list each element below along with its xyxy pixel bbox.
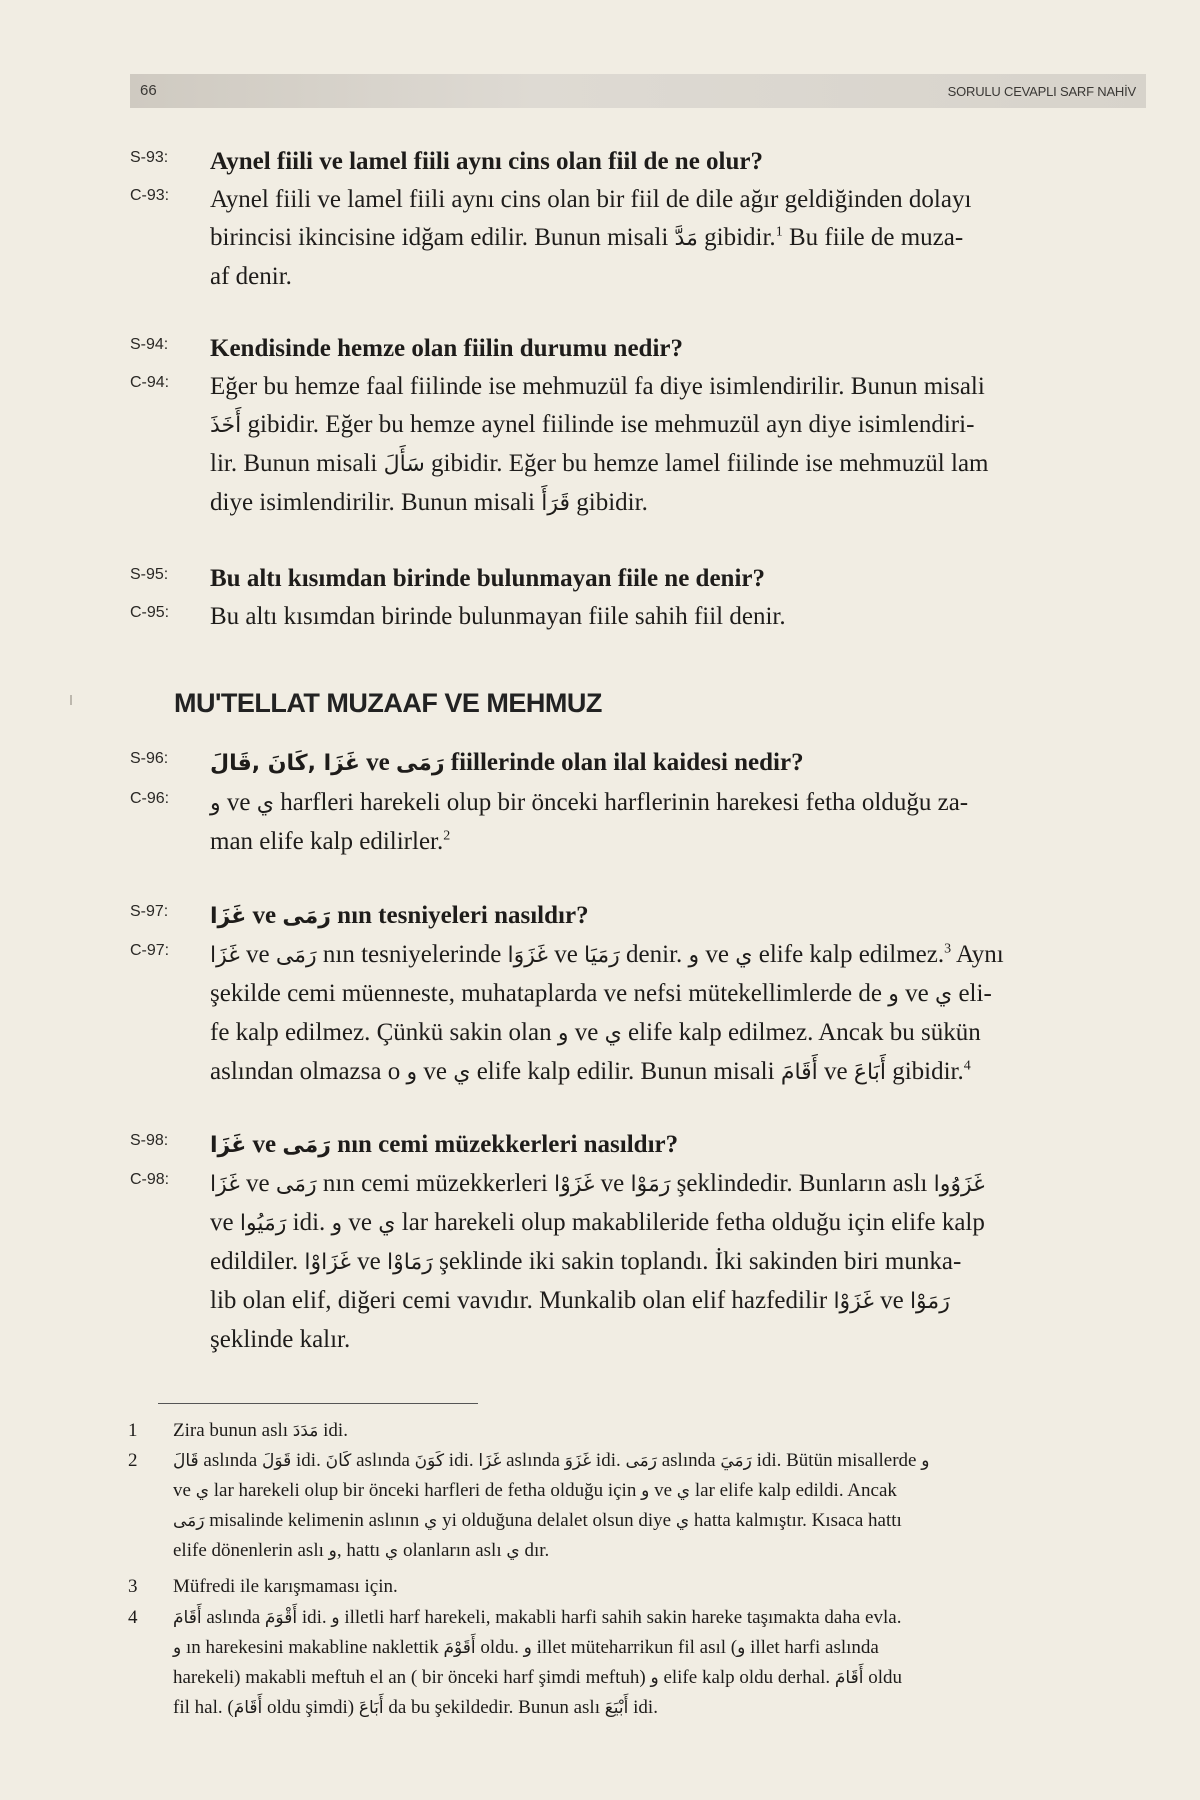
question-label: S-98:	[130, 1132, 169, 1149]
running-header	[130, 74, 1146, 108]
question-label: S-94:	[130, 336, 169, 353]
footnote-ref: 1	[775, 224, 783, 240]
footnote-text: أَقَامَ aslında أَقْوَمَ idi. و illetli harf harekeli, makabli harfi sahih sakin hareke taşımakta daha evla. و ın harekesini makabline naklettik أَقَوْمَ oldu. و illet müteharrikun fil asıl (و illet harfi aslında harekeli) makabli meftuh el an ( bir önceki harf şimdi meftuh) و elife kalp oldu derhal. أَقَامَ oldu fil hal. (أَقَامَ oldu şimdi) أَبَاعَ da bu şekildedir. Bunun aslı أَبْيَعَ idi.	[173, 1607, 902, 1718]
answer-text: Eğer bu hemze faal fiilinde ise mehmuzül fa diye isimlendirilir. Bunun misali أَخَذَ gibidir. Eğer bu hemze aynel fiilinde ise mehmuzül ayn diye isimlendiri- lir. Bunun misali سَأَلَ gibidir. Eğer bu hemze lamel fiilinde ise mehmuzül lam diye isimlendirilir. Bunun misali قَرَأَ gibidir.	[210, 373, 989, 516]
question-label: S-93:	[130, 149, 169, 166]
footnote-text: قَالَ aslında قَوَلَ idi. كَانَ aslında كَوَنَ idi. غَزَا aslında غَزَوَ idi. رَمَى aslında رَمَيَ idi. Bütün misallerde و ve ي lar harekeli olup bir önceki harfleri de fetha olduğu için و ve ي lar elife kalp edildi. Ancak رَمَى misalinde kelimenin aslının ي yi olduğuna delalet olsun diye ي hatta kalmıştır. Kısaca hattı elife dönenlerin aslı و, hattı ي olanların aslı ي dır.	[173, 1450, 930, 1561]
question-label: S-97:	[130, 903, 169, 920]
question-text: غَزَا ve رَمَى nın cemi müzekkerleri nasıldır?	[210, 1131, 679, 1158]
answer-label: C-96:	[130, 790, 170, 807]
page-number: 66	[140, 82, 157, 99]
arabic-word: أَخَذَ	[210, 413, 242, 438]
answer-label: C-93:	[130, 187, 170, 204]
arabic-word: رَمَى	[395, 751, 445, 776]
footnote-text: Müfredi ile karışmaması için.	[173, 1576, 398, 1597]
footnote-ref: 3	[944, 941, 952, 957]
footnote-ref: 4	[963, 1058, 971, 1074]
arabic-word: مَدَّ	[674, 226, 698, 251]
arabic-word: سَأَلَ	[383, 452, 425, 477]
question-text: غَزَا ve رَمَى nın tesniyeleri nasıldır?	[210, 902, 589, 929]
section-title: MU'TELLAT MUZAAF VE MEHMUZ	[174, 688, 602, 718]
running-title: SORULU CEVAPLI SARF NAHİV	[947, 84, 1136, 99]
footnote-separator	[158, 1403, 478, 1404]
answer-text: و ve ي harfleri harekeli olup bir önceki harflerinin harekesi fetha olduğu za- man elife kalp edilirler.$^2$	[210, 789, 969, 855]
answer-text: غَزَا ve رَمَى nın cemi müzekkerleri غَزَوْا ve رَمَوْا şeklindedir. Bunların aslı غَزَوُوا ve رَمَيُوا idi. و ve ي lar harekeli olup makablileride fetha olduğu için elife kalp edildiler. غَزَاوْا ve رَمَاوْا şeklinde iki sakin toplandı. İki sakinden biri munka- lib olan elif, diğeri cemi vavıdır. Munkalib olan elif hazfedilir غَزَوْا ve رَمَوْا şeklinde kalır.	[210, 1170, 985, 1353]
arabic-letter: ي	[256, 791, 274, 816]
arabic-word: رَمَى	[282, 904, 331, 929]
footnote-number: 1	[128, 1420, 138, 1441]
question-text: غَزَا ,كَانَ ,قَالَ ve رَمَى fiillerinde olan ilal kaidesi nedir?	[210, 749, 804, 776]
arabic-word: غَزَا ,كَانَ ,قَالَ	[210, 751, 360, 776]
footnote-number: 3	[128, 1576, 138, 1597]
footnote-ref: 2	[443, 828, 451, 844]
answer-text: غَزَا ve رَمَى nın tesniyelerinde غَزَوَا ve رَمَيَا denir. و ve ي elife kalp edilmez.$^3$ Aynı şekilde cemi müenneste, muhataplarda ve nefsi mütekellimlerde de و ve ي eli- fe kalp edilmez. Çünkü sakin olan و ve ي elife kalp edilmez. Ancak bu sükün aslından olmazsa o و ve ي elife kalp edilir. Bunun misali أَقَامَ ve أَبَاعَ gibidir.$^4$	[210, 941, 1004, 1085]
answer-label: C-98:	[130, 1171, 170, 1188]
footnote-number: 2	[128, 1450, 138, 1471]
footnote-text: Zira bunun aslı مَدَدَ idi.	[173, 1420, 348, 1441]
question-text: Bu altı kısımdan birinde bulunmayan fiile ne denir?	[210, 565, 765, 592]
footnote-number: 4	[128, 1607, 138, 1628]
question-text: Aynel fiili ve lamel fiili aynı cins olan fiil de ne olur?	[210, 148, 764, 175]
answer-label: C-97:	[130, 942, 170, 959]
margin-mark	[70, 695, 72, 705]
question-text: Kendisinde hemze olan fiilin durumu nedir?	[210, 335, 683, 362]
arabic-letter: و	[210, 791, 221, 816]
answer-text: Bu altı kısımdan birinde bulunmayan fiile sahih fiil denir.	[210, 603, 786, 630]
arabic-word: غَزَا	[210, 904, 247, 929]
answer-label: C-94:	[130, 374, 170, 391]
question-label: S-96:	[130, 750, 169, 767]
answer-text: Aynel fiili ve lamel fiili aynı cins olan bir fiil de dile ağır geldiğinden dolayı birincisi ikincisine idğam edilir. Bunun misali مَدَّ gibidir.$^1$ Bu fiile de muza- af denir.	[210, 186, 972, 290]
question-label: S-95:	[130, 566, 169, 583]
answer-label: C-95:	[130, 604, 170, 621]
arabic-word: قَرَأَ	[541, 491, 571, 516]
